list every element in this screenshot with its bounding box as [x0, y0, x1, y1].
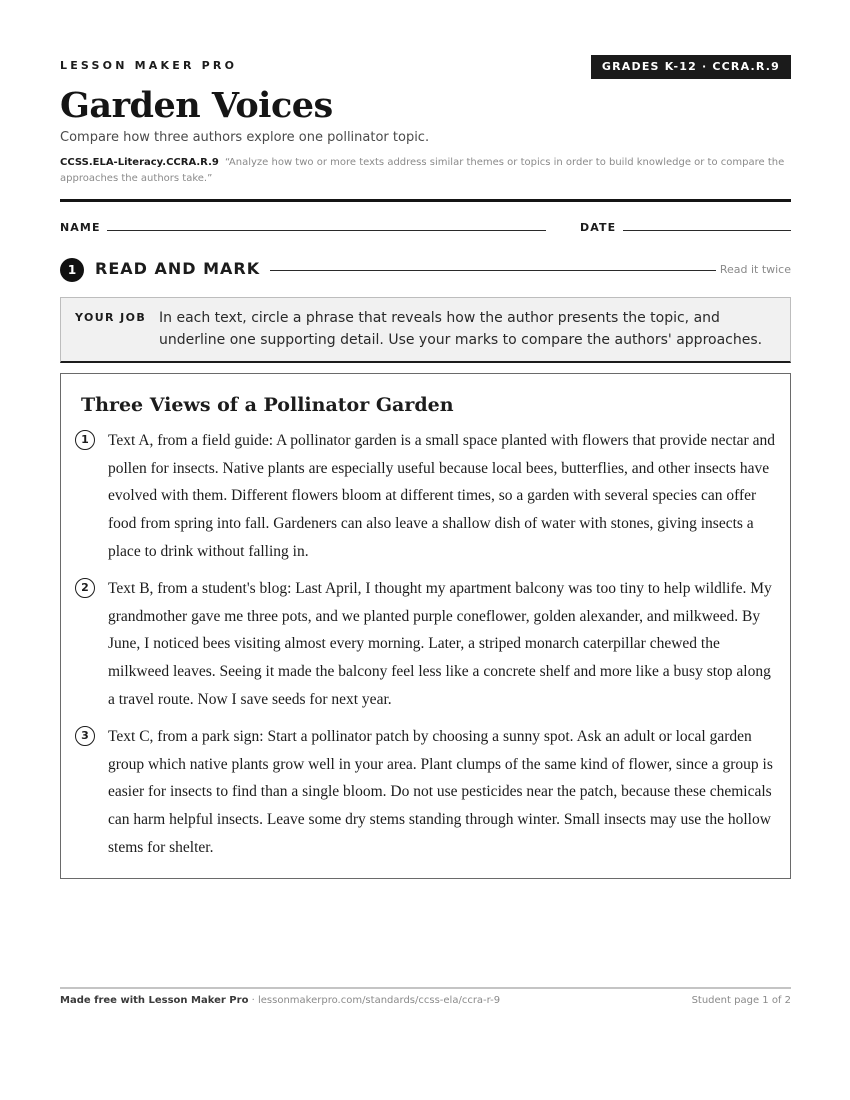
page-title: Garden Voices — [60, 85, 333, 126]
section-number-badge: 1 — [60, 258, 84, 282]
passage-text: Text C, from a park sign: Start a pollinator patch by choosing a sunny spot. Ask an adult or local garden group which native plants grow well in your area. Plant clumps of the same kind of flower, since a group is easier for insects to find than a single bloom. Do not use pesticides near the patch, because these chemicals can harm helpful insects. Leave some dry stems standing through winter. Small insects may use the hollow stems for shelter. — [108, 728, 773, 856]
footer-credit — [60, 995, 500, 1006]
brand-name: LESSON MAKER PRO — [60, 59, 238, 72]
top-bar — [60, 55, 791, 79]
section-title: READ AND MARK — [95, 259, 261, 278]
passage-number-badge: 2 — [75, 578, 95, 598]
name-label: NAME — [60, 221, 101, 234]
section-header — [60, 257, 791, 283]
passage-number-badge: 3 — [75, 726, 95, 746]
standard-description — [60, 155, 791, 187]
passage-text: Text A, from a field guide: A pollinator garden is a small space planted with flowers that provide nectar and pollen for insects. Native plants are especially useful because local bees, butterflies, and other insects have evolved with them. Different flowers bloom at different times, so a garden with several species can offer food from spring into fall. Gardeners can also leave a shallow dish of water with stones, giving insects a place to drink without falling in. — [108, 432, 775, 560]
date-label: DATE — [580, 221, 617, 234]
grade-badge: GRADES K-12 · CCRA.R.9 — [591, 55, 791, 79]
footer-made-with: Made free with Lesson Maker Pro — [60, 995, 249, 1006]
footer-divider — [60, 987, 791, 989]
section-divider — [270, 270, 716, 271]
standard-text: “Analyze how two or more texts address similar themes or topics in order to build knowledge or to compare the approaches the authors take.” — [60, 157, 785, 184]
date-field[interactable] — [623, 230, 791, 231]
passage-number-badge: 1 — [75, 430, 95, 450]
header-divider — [60, 199, 791, 202]
footer-page-number: Student page 1 of 2 — [691, 995, 791, 1006]
page-subtitle: Compare how three authors explore one pollinator topic. — [60, 130, 430, 145]
standard-code: CCSS.ELA-Literacy.CCRA.R.9 — [60, 157, 219, 168]
instructions-label: YOUR JOB — [75, 311, 147, 324]
name-date-row — [60, 220, 791, 234]
reading-passage-box — [60, 373, 791, 879]
name-field[interactable] — [107, 230, 546, 231]
passage-text: Text B, from a student's blog: Last April, I thought my apartment balcony was too tiny to help wildlife. My grandmother gave me three pots, and we planted purple coneflower, golden alexander, and milkweed. By June, I noticed bees visiting almost every morning. Later, a striped monarch caterpillar chewed the milkweed leaves. Seeing it made the balcony feel less like a concrete shelf and more like a busy stop along a travel route. Now I save seeds for next year. — [108, 580, 772, 708]
instructions-text: In each text, circle a phrase that reveals how the author presents the topic, and underline one supporting detail. Use your marks to compare the authors' approaches. — [159, 310, 763, 348]
instructions-box — [60, 297, 791, 363]
footer-url: · lessonmakerpro.com/standards/ccss-ela/ccra-r-9 — [248, 995, 501, 1006]
section-hint: Read it twice — [719, 263, 791, 276]
reading-title: Three Views of a Pollinator Garden — [81, 394, 454, 416]
